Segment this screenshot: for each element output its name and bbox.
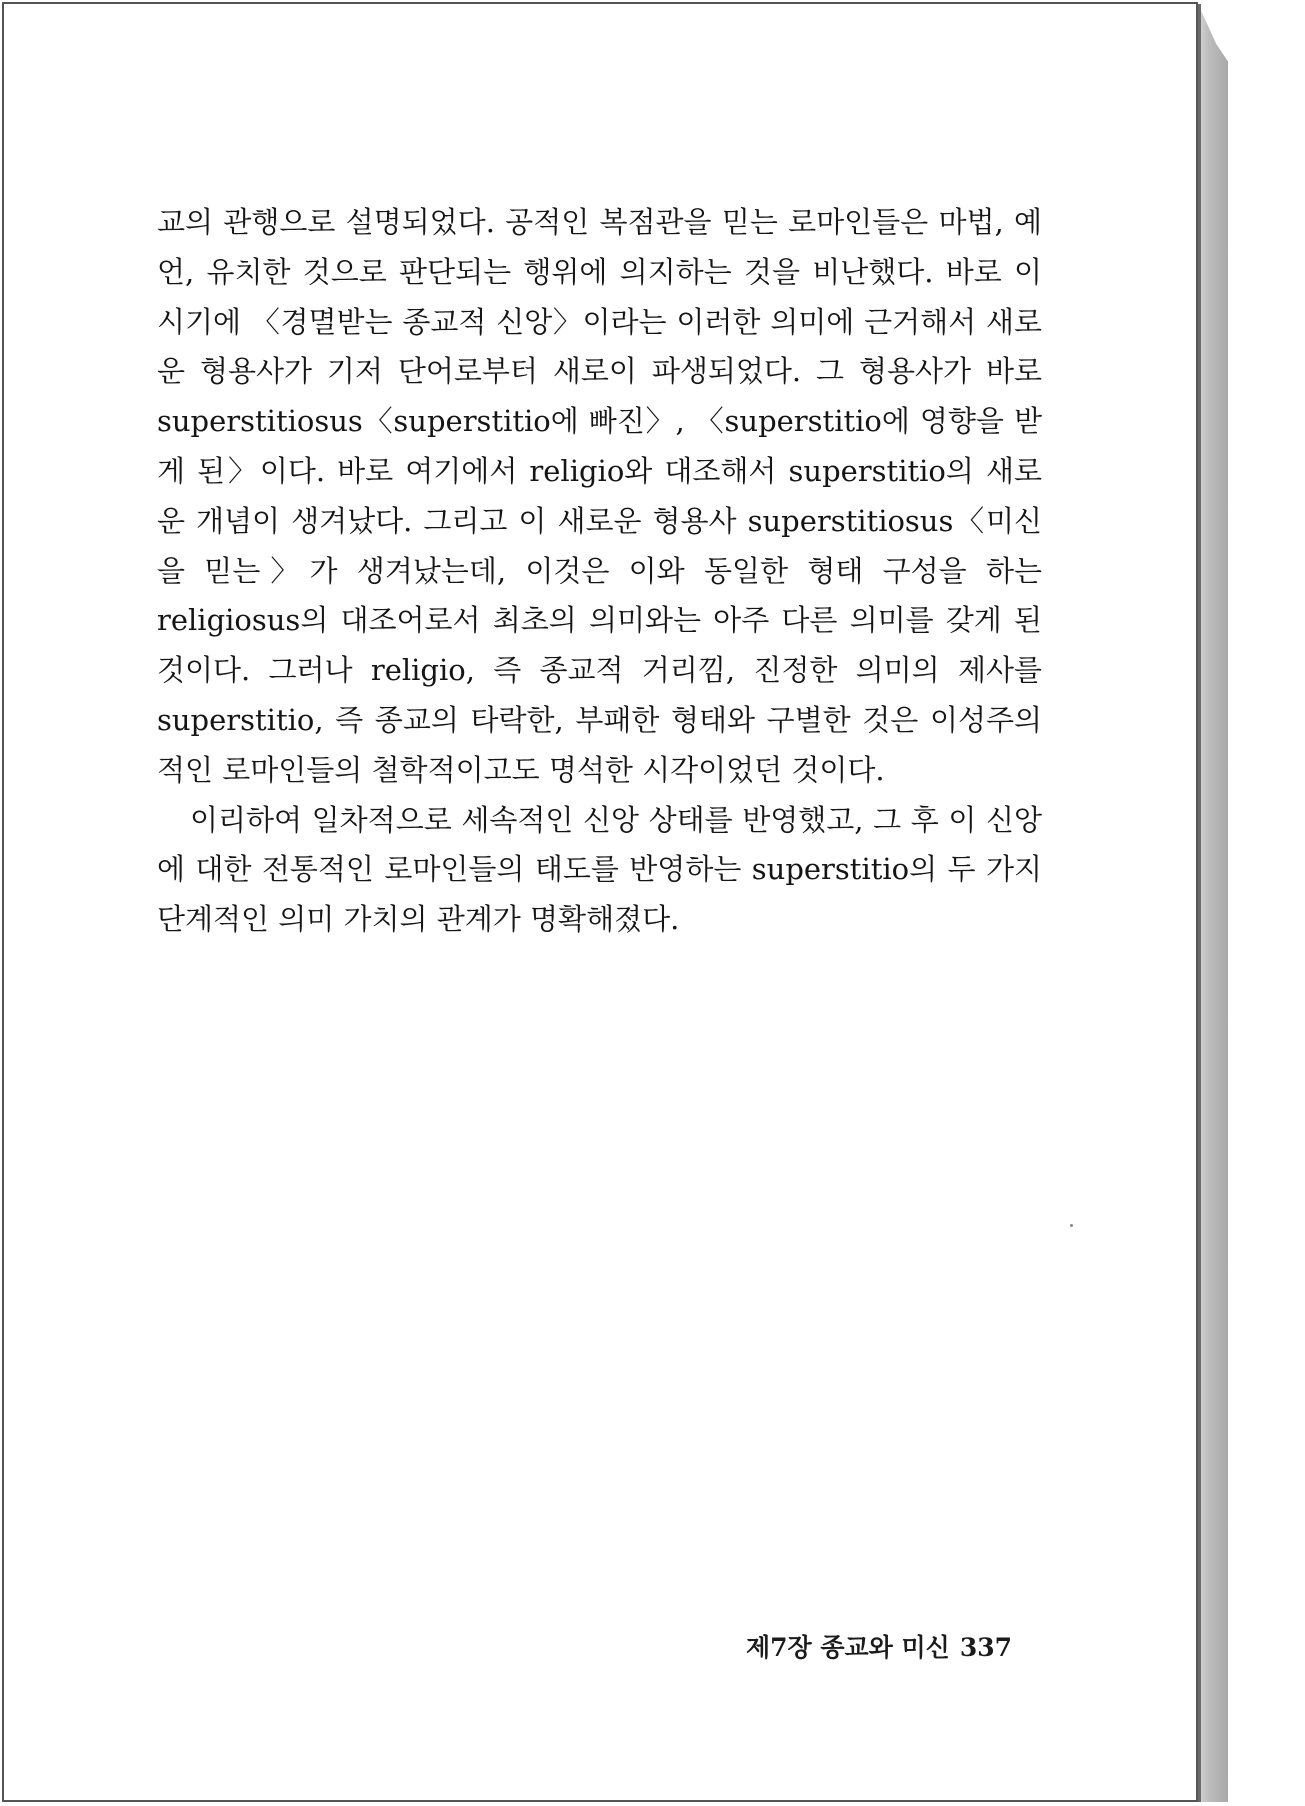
paragraph: 교의 관행으로 설명되었다. 공적인 복점관을 믿는 로마인들은 마법, 예언, 유치한 것으로 판단되는 행위에 의지하는 것을 비난했다. 바로 이 시기에 〈경멸받는 종교적 신앙〉이라는 이러한 의미에 근거해서 새로운 형용사가 기저 단어로부터 새로이 파생되었다. 그 형용사가 바로 superstitiosus〈superstitio에 빠진〉, 〈superstitio에 영향을 받게 된〉이다. 바로 여기에서 religio와 대조해서 superstitio의 새로운 개념이 생겨났다. 그리고 이 새로운 형용사 superstitiosus〈미신을 믿는〉가 생겨났는데, 이것은 이와 동일한 형태 구성을 하는 religiosus의 대조어로서 최초의 의미와는 아주 다른 의미를 갖게 된 것이다. 그러나 religio, 즉 종교적 거리낌, 진정한 의미의 제사를 superstitio, 즉 종교의 타락한, 부패한 형태와 구별한 것은 이성주의적인 로마인들의 철학적이고도 명석한 시각이었던 것이다. [157, 205, 1042, 787]
chapter-title: 제7장 종교와 미신 [745, 1633, 950, 1662]
scan-speck [1070, 1224, 1073, 1227]
page-number: 337 [959, 1633, 1012, 1662]
page-edge-line [1198, 4, 1201, 1802]
paragraph: 이리하여 일차적으로 세속적인 신앙 상태를 반영했고, 그 후 이 신앙에 대한 전통적인 로마인들의 태도를 반영하는 superstitio의 두 가지 단계적인 의미 가치의 관계가 명확해졌다. [157, 802, 1042, 937]
running-footer [730, 1628, 1012, 1664]
page-edge-shadow [1198, 4, 1228, 1802]
body-text [157, 198, 1042, 945]
